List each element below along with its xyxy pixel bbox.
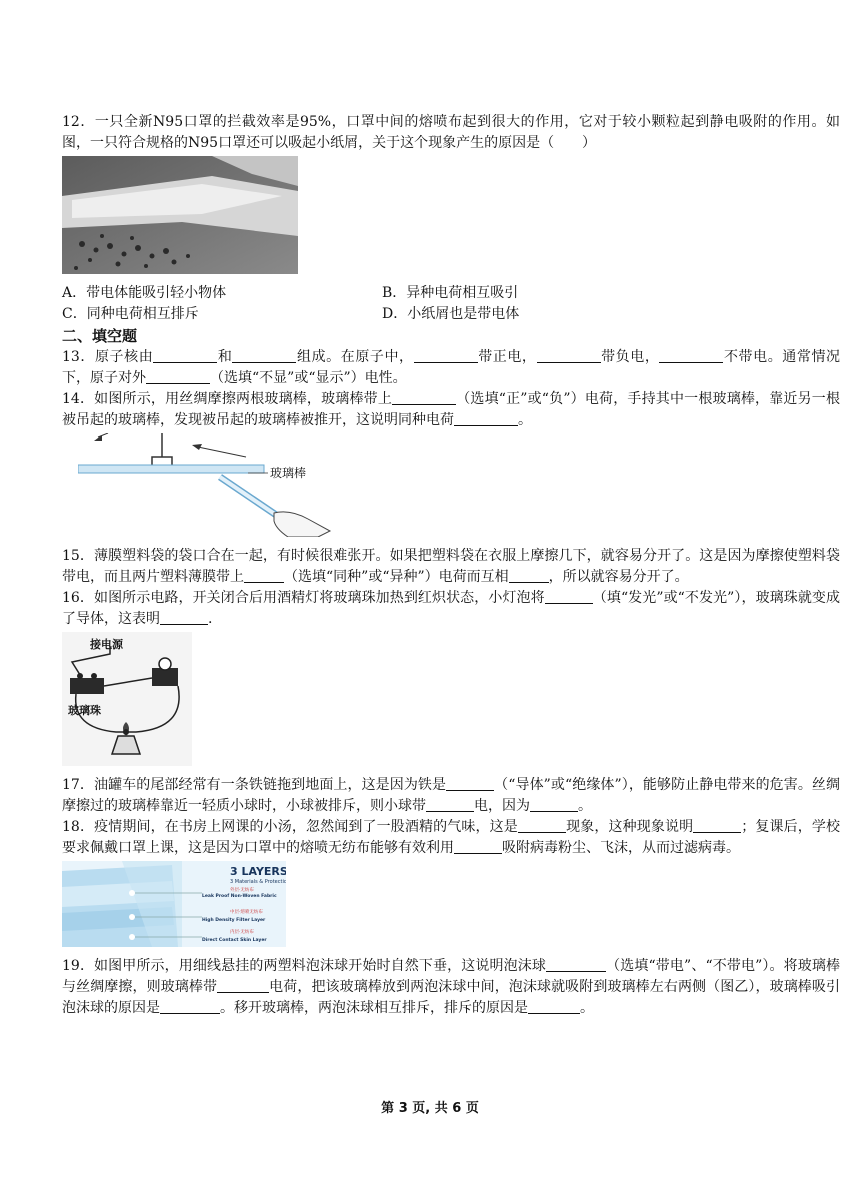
question-14: 14．如图所示，用丝绸摩擦两根玻璃棒，玻璃棒带上 （选填“正”或“负”）电荷，手持其中一根玻璃棒，靠近另一根被吊起的玻璃棒，发现被吊起的玻璃棒被推开，这说明同种电荷 。: [62, 391, 840, 428]
blank[interactable]: [153, 348, 217, 363]
layer-3-cn: 内层·无纺布: [230, 930, 254, 935]
page-body: [62, 112, 840, 1019]
current-page: 3: [398, 1101, 408, 1116]
blank[interactable]: [545, 589, 593, 604]
question-19: 19．如图甲所示，用细线悬挂的两塑料泡沫球开始时自然下垂，这说明泡沫球 （选填“带电”、“不带电”）。将玻璃棒与丝绸摩擦，则玻璃棒带 电荷，把该玻璃棒放到两泡沫球中间，泡沫球就吸附到玻璃棒左右两侧（图乙），玻璃棒吸引泡沫球的原因是 。移开玻璃棒，两泡沫球相互排斥，排斥的原因是 。: [62, 958, 841, 1016]
blank[interactable]: [528, 999, 580, 1014]
blank[interactable]: [693, 818, 741, 833]
blank[interactable]: [146, 369, 210, 384]
option-b[interactable]: B．异种电荷相互吸引: [382, 285, 519, 301]
blank[interactable]: [446, 776, 494, 791]
blank[interactable]: [454, 411, 518, 426]
question-15: 15．薄膜塑料袋的袋口合在一起，有时候很难张开。如果把塑料袋在衣服上摩擦几下，就容易分开了。这是因为摩擦使塑料袋带电，而且两片塑料薄膜带上 （选填“同种”或“异种”）电荷而互相 ，所以就容易分开了。: [62, 548, 840, 585]
figure-label-power: 接电源: [90, 638, 123, 651]
blank[interactable]: [518, 818, 566, 833]
layers-subtitle: 3 Materials & Protection: [230, 879, 286, 885]
blank[interactable]: [160, 610, 208, 625]
layer-3-en: Direct Contact Skin Layer: [202, 938, 267, 943]
option-c[interactable]: C．同种电荷相互排斥: [62, 306, 199, 322]
layer-2-en: High Density Filter Layer: [202, 918, 266, 923]
blank[interactable]: [232, 348, 296, 363]
option-d[interactable]: D．小纸屑也是带电体: [382, 306, 520, 322]
layer-1-en: Leak Proof Non-Woven Fabric: [202, 894, 277, 899]
blank[interactable]: [426, 797, 474, 812]
question-17: 17．油罐车的尾部经常有一条铁链拖到地面上，这是因为铁是 （“导体”或“绝缘体”），能够防止静电带来的危害。丝绸摩擦过的玻璃棒靠近一轻质小球时，小球被排斥，则小球带 电，因为 。: [62, 777, 840, 814]
total-pages: 6: [452, 1101, 462, 1116]
glass-rod-figure: [78, 433, 840, 544]
blank[interactable]: [509, 568, 549, 583]
question-12-options: [62, 283, 840, 325]
layer-2-cn: 中层·熔喷无纺布: [230, 910, 263, 915]
question-18: 18．疫情期间，在书房上网课的小汤，忽然闻到了一股酒精的气味，这是 现象，这种现象说明 ；复课后，学校要求佩戴口罩上课，这是因为口罩中的熔喷无纺布能够有效利用 吸附病毒粉尘、飞沫，从而过滤病毒。: [62, 819, 841, 856]
question-16: 16．如图所示电路，开关闭合后用酒精灯将玻璃珠加热到红炽状态，小灯泡将 （填“发光”或“不发光”），玻璃珠就变成了导体，这表明 .: [62, 590, 840, 627]
blank[interactable]: [537, 348, 601, 363]
blank[interactable]: [217, 978, 269, 993]
layers-title: 3 LAYERS: [230, 865, 286, 878]
blank[interactable]: [546, 957, 606, 972]
page-footer: 第 3 页, 共 6 页: [381, 1101, 479, 1116]
blank[interactable]: [414, 348, 478, 363]
blank[interactable]: [160, 999, 220, 1014]
blank[interactable]: [454, 839, 502, 854]
blank[interactable]: [530, 797, 578, 812]
option-a[interactable]: A．带电体能吸引轻小物体: [62, 285, 227, 301]
question-13: 13．原子核由 和 组成。在原子中， 带正电， 带负电， 不带电。通常情况下，原子对外 （选填“不显”或“显示”）电性。: [62, 349, 841, 386]
figure-label-bead: 玻璃珠: [68, 704, 101, 717]
question-12: 12．一只全新N95口罩的拦截效率是95%，口罩中间的熔喷布起到很大的作用，它对于较小颗粒起到静电吸附的作用。如图，一只符合规格的N95口罩还可以吸起小纸屑，关于这个现象产生的原因是（ ）: [62, 114, 840, 151]
blank[interactable]: [392, 390, 456, 405]
mask-paper-photo: [62, 156, 840, 281]
circuit-figure: [62, 632, 840, 773]
blank[interactable]: [659, 348, 723, 363]
layer-1-cn: 外层·无纺布: [230, 888, 254, 893]
mask-layers-figure: [62, 861, 840, 954]
section-title: 二、填空题: [62, 327, 138, 345]
figure-label: 玻璃棒: [270, 466, 307, 480]
blank[interactable]: [244, 568, 284, 583]
